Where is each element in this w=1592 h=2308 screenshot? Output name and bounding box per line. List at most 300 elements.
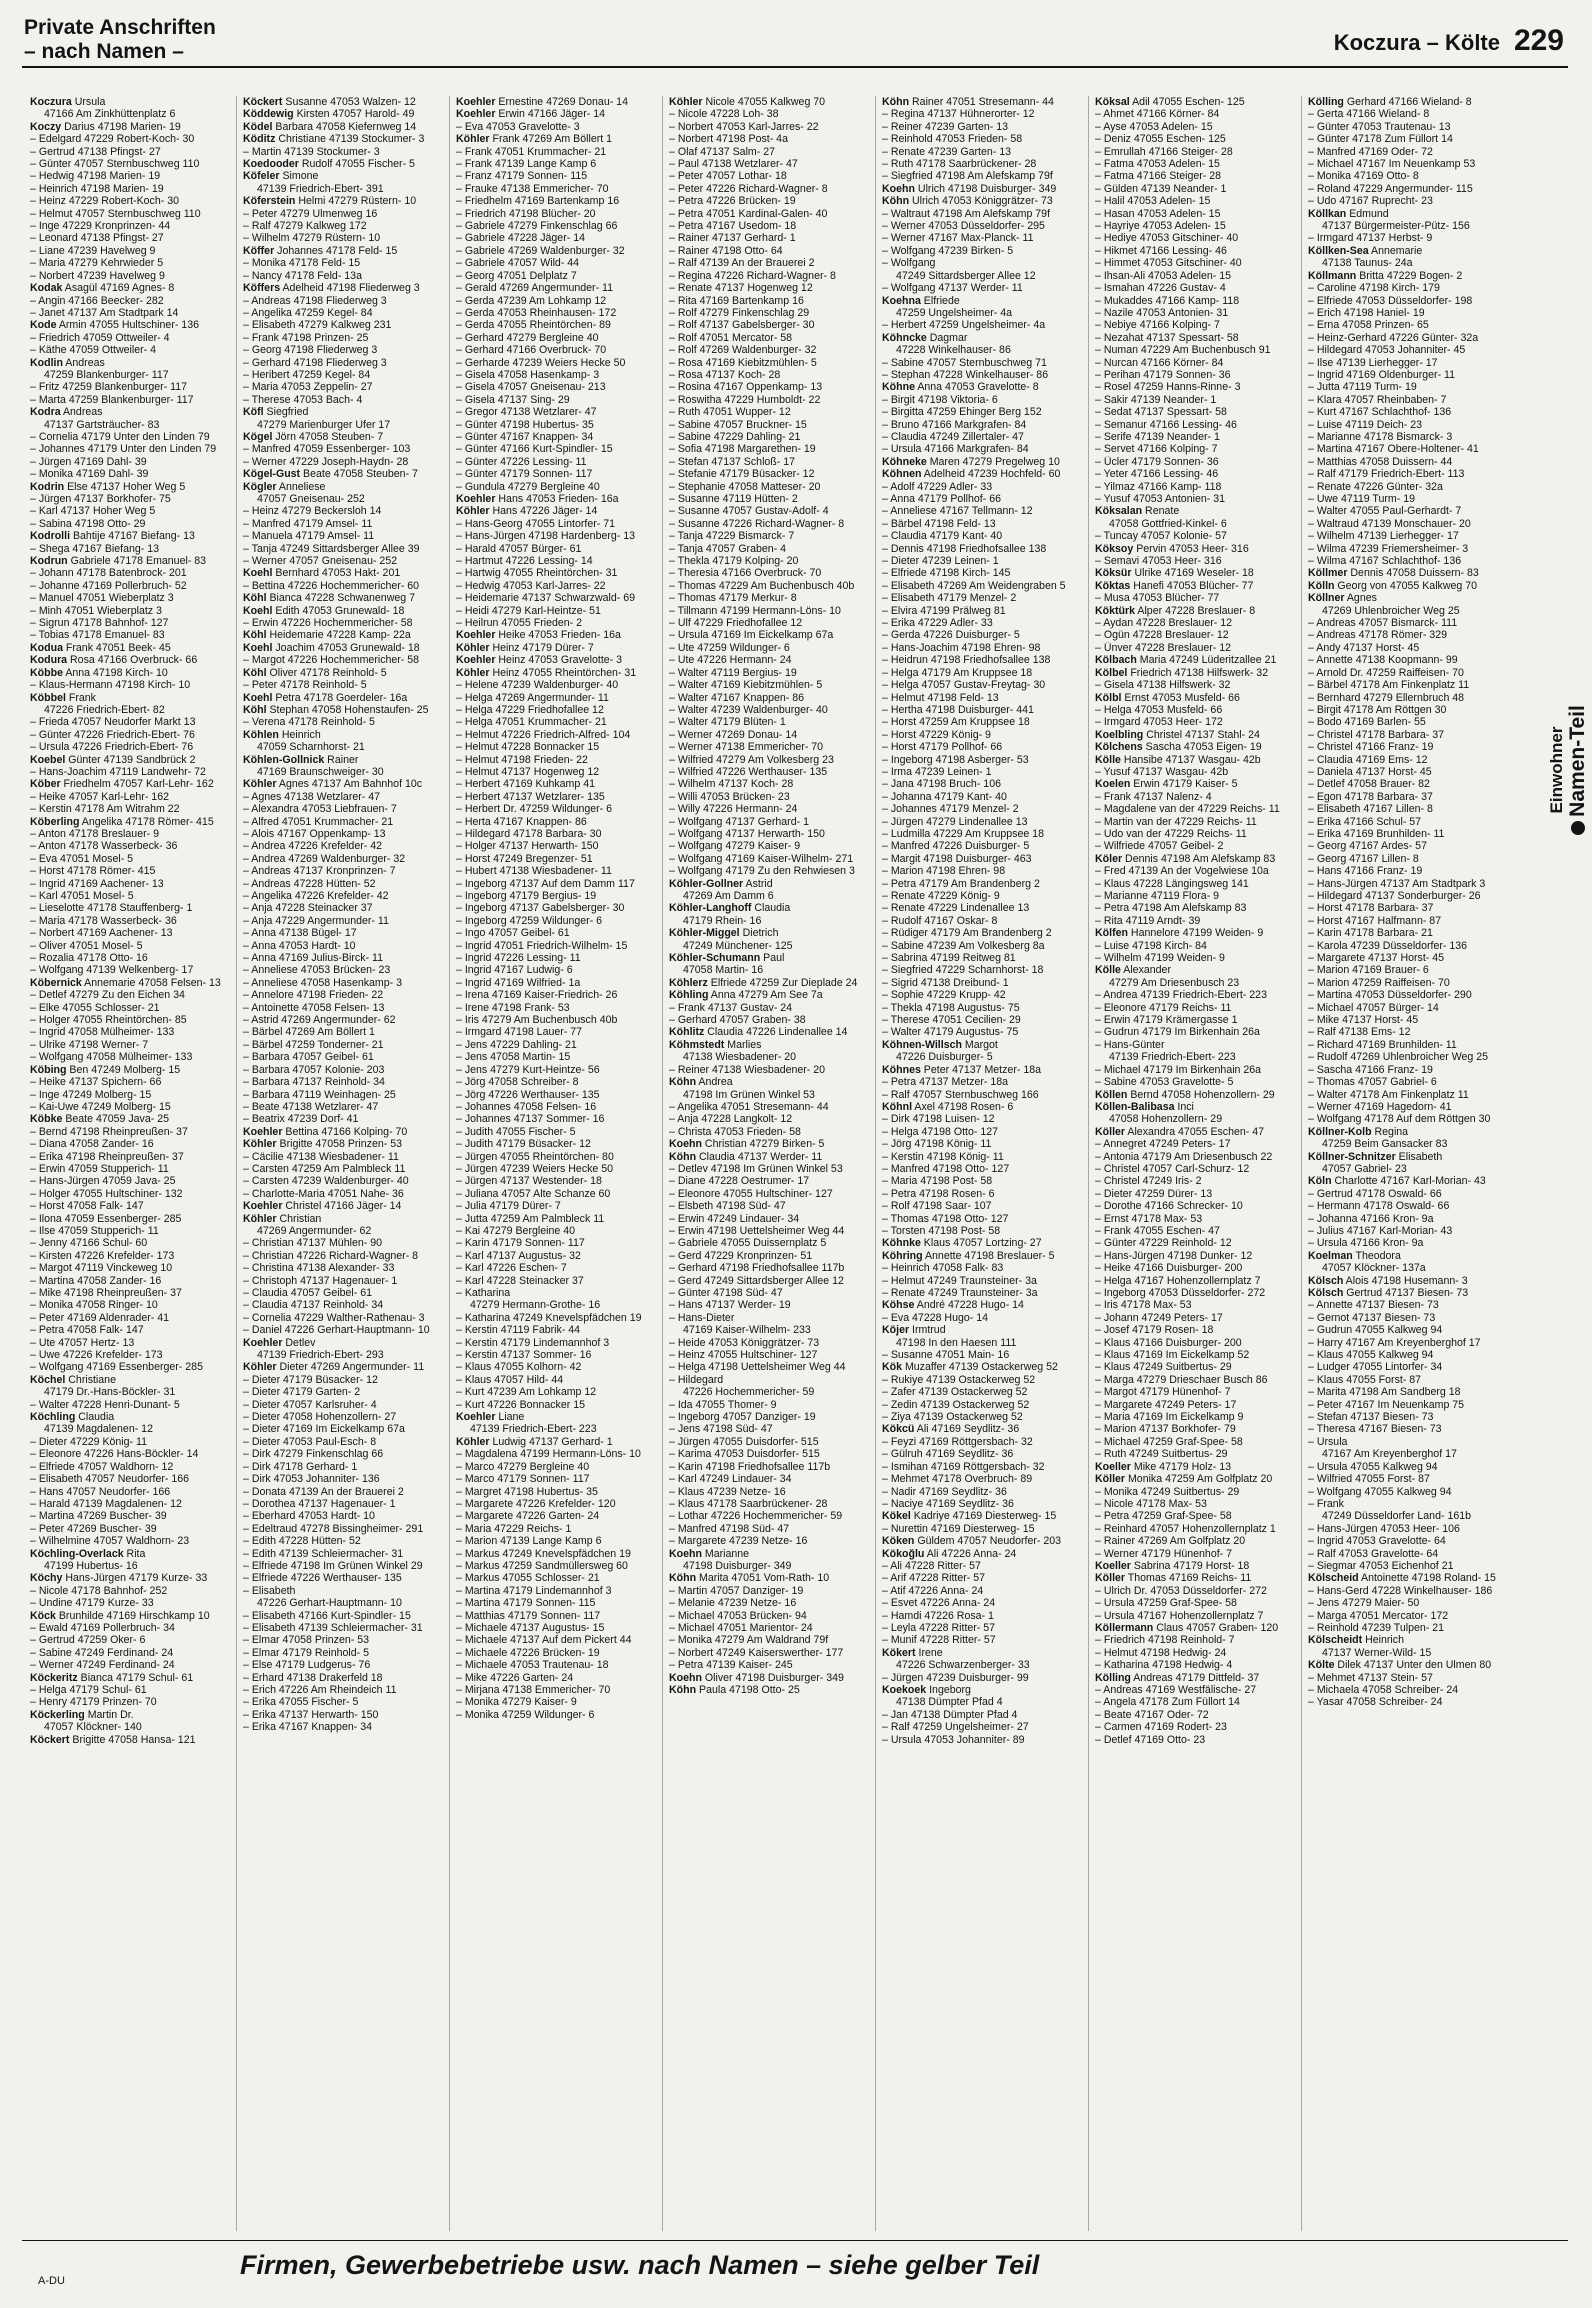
entry-text: Britta 47229 Bogen- 2 — [1356, 269, 1463, 282]
directory-entry — [1308, 481, 1508, 493]
entry-text: – Hildegard 47053 Johanniter- 45 — [1308, 344, 1466, 357]
entry-text: – Rainer 47137 Gerhard- 1 — [669, 232, 796, 245]
directory-entry — [1095, 1659, 1295, 1671]
entry-text: – Andrea 47139 Friedrich-Ebert- 223 — [1095, 989, 1267, 1002]
directory-entry — [1095, 940, 1295, 952]
directory-entry — [882, 1275, 1082, 1287]
directory-entry — [669, 1361, 869, 1373]
directory-entry — [243, 890, 443, 902]
entry-text: – Christina 47138 Alexander- 33 — [243, 1262, 395, 1275]
entry-text: – Andreas 47228 Hütten- 52 — [243, 877, 376, 890]
entry-text: – Norbert 47169 Aachener- 13 — [30, 927, 173, 940]
entry-text: Claus 47057 Graben- 120 — [1153, 1621, 1279, 1634]
entry-text: – Horst 47178 Barbara- 37 — [1308, 902, 1434, 915]
directory-entry — [1308, 419, 1508, 431]
directory-entry — [1308, 1523, 1508, 1535]
directory-entry — [669, 96, 869, 108]
entry-text: – Hans-Joachim 47198 Ehren- 98 — [882, 641, 1041, 654]
entry-text: Thomas 47169 Reichs- 11 — [1125, 1572, 1252, 1585]
entry-text: – Thomas 47198 Otto- 127 — [882, 1212, 1009, 1225]
directory-entry — [30, 989, 230, 1001]
directory-entry — [456, 1213, 656, 1225]
entry-text: – Johannes 47137 Sommer- 16 — [456, 1113, 605, 1126]
entry-text: – Petra 47226 Brücken- 19 — [669, 195, 796, 208]
directory-entry — [882, 828, 1082, 840]
directory-entry — [1095, 108, 1295, 120]
entry-text: – Petra 47051 Kardinal-Galen- 40 — [669, 207, 828, 220]
entry-text: – Rozalia 47178 Otto- 16 — [30, 952, 148, 965]
entry-surname: Kök — [882, 1361, 903, 1374]
entry-text: Heinz 47055 Rheintörchen- 31 — [489, 666, 637, 679]
directory-entry — [669, 766, 869, 778]
directory-entry — [669, 431, 869, 443]
directory-entry — [243, 1337, 443, 1349]
entry-text: – Josef 47179 Rosen- 18 — [1095, 1324, 1214, 1337]
directory-entry — [669, 791, 869, 803]
directory-entry — [456, 481, 656, 493]
directory-entry — [456, 952, 656, 964]
entry-text: 47226 Gerhart-Hauptmann- 10 — [257, 1597, 402, 1610]
entry-text: – Gabriele 47279 Finkenschlag 66 — [456, 220, 618, 233]
directory-entry — [1308, 1039, 1508, 1051]
entry-text: – Werner 47057 Gneisenau- 252 — [243, 555, 398, 568]
directory-entry — [30, 295, 230, 307]
directory-entry — [1095, 1361, 1295, 1373]
directory-entry — [1308, 1473, 1508, 1485]
entry-text: – Helmut 47228 Bonnacker 15 — [456, 741, 600, 754]
entry-text: – Rosel 47259 Hanns-Rinne- 3 — [1095, 381, 1241, 394]
entry-text: – Irma 47239 Leinen- 1 — [882, 765, 992, 778]
section-side-tab — [1546, 620, 1590, 920]
directory-entry — [243, 1262, 443, 1274]
directory-entry — [1095, 270, 1295, 282]
directory-entry — [669, 1647, 869, 1659]
directory-entry — [882, 840, 1082, 852]
entry-text: – Werner 47249 Ferdinand- 24 — [30, 1659, 175, 1672]
directory-entry — [30, 1684, 230, 1696]
directory-entry — [882, 1213, 1082, 1225]
directory-entry — [30, 1151, 230, 1163]
directory-entry — [882, 1647, 1082, 1659]
entry-surname: Kölle — [1095, 753, 1121, 766]
entry-text: Darius 47198 Marien- 19 — [61, 120, 181, 133]
directory-entry — [882, 791, 1082, 803]
directory-entry — [243, 1610, 443, 1622]
entry-surname: Költe — [1308, 1659, 1335, 1672]
directory-entry — [456, 1250, 656, 1262]
directory-entry — [1308, 853, 1508, 865]
entry-text: Monika 47259 Am Golfplatz 20 — [1125, 1473, 1273, 1486]
directory-entry — [30, 567, 230, 579]
entry-text: – Renate 47249 Traunsteiner- 3a — [882, 1287, 1038, 1299]
directory-entry — [1095, 1113, 1295, 1125]
directory-entry — [1095, 1473, 1295, 1485]
entry-text: – Kerstin 47119 Fabrik- 44 — [456, 1324, 581, 1337]
entry-text: – Thekla 47179 Kolping- 20 — [669, 555, 799, 568]
directory-entry — [456, 282, 656, 294]
entry-text: – Monika 47279 Am Waldrand 79f — [669, 1634, 829, 1647]
entry-text: – Anna 47169 Julius-Birck- 11 — [243, 952, 383, 965]
entry-text: 47269 Am Damm 6 — [683, 890, 774, 902]
entry-text: – Minh 47051 Wieberplatz 3 — [30, 604, 162, 617]
directory-entry — [882, 220, 1082, 232]
entry-text: – Margarete 47239 Netze- 16 — [669, 1535, 808, 1548]
directory-entry — [243, 1039, 443, 1051]
entry-text: – Munif 47228 Ritter- 57 — [882, 1634, 996, 1647]
entry-text: – Helmut 47198 Hedwig- 24 — [1095, 1646, 1227, 1659]
directory-entry — [243, 1026, 443, 1038]
directory-entry — [456, 1548, 656, 1560]
directory-entry — [243, 865, 443, 877]
entry-text: – Elke 47055 Schlosser- 21 — [30, 1001, 160, 1014]
directory-entry — [882, 1349, 1082, 1361]
entry-text: – Anna 47179 Pollhof- 66 — [882, 493, 1001, 505]
directory-entry — [669, 1386, 869, 1398]
entry-text: – Georg 47167 Ardes- 57 — [1308, 840, 1427, 853]
directory-entry — [243, 431, 443, 443]
entry-text: – Wolfgang 47137 Gerhard- 1 — [669, 815, 809, 828]
directory-entry — [456, 543, 656, 555]
entry-text: – Hubert 47138 Wiesbadener- 11 — [456, 865, 612, 878]
directory-entry — [1095, 1250, 1295, 1262]
entry-text: – Heilrun 47055 Frieden- 2 — [456, 617, 583, 630]
directory-entry — [456, 878, 656, 890]
entry-text: Bernhard 47053 Hakt- 201 — [272, 567, 401, 580]
entry-text: – Karl 47051 Mosel- 5 — [30, 890, 134, 902]
directory-entry — [1095, 816, 1295, 828]
directory-entry — [882, 1237, 1082, 1249]
directory-entry — [243, 1560, 443, 1572]
entry-text: – Ingeborg 47053 Düsseldorfer- 272 — [1095, 1287, 1266, 1299]
directory-entry — [882, 605, 1082, 617]
entry-text: 47259 Ungelsheimer- 4a — [896, 306, 1013, 319]
directory-entry — [1095, 1064, 1295, 1076]
entry-text: Inci — [1174, 1100, 1194, 1113]
entry-text: Adelheid 47239 Hochfeld- 60 — [921, 468, 1061, 481]
directory-entry — [456, 1672, 656, 1684]
directory-entry — [1308, 1089, 1508, 1101]
directory-entry — [1095, 642, 1295, 654]
entry-text: – Michaele 47137 Augustus- 15 — [456, 1621, 605, 1634]
entry-text: Hans-Jürgen 47179 Kurze- 33 — [62, 1572, 208, 1585]
entry-text: – Udo van der 47229 Reichs- 11 — [1095, 827, 1247, 840]
entry-text: – Nurettin 47169 Diesterweg- 15 — [882, 1522, 1035, 1535]
entry-surname: Köhler — [456, 641, 490, 654]
entry-text: – Maria 47178 Wasserbeck- 36 — [30, 914, 177, 927]
entry-surname: Köhler — [243, 1138, 277, 1151]
entry-text: – Günter 47198 Hubertus- 35 — [456, 418, 594, 431]
entry-text: – Frank 47137 Nalenz- 4 — [1095, 790, 1212, 803]
entry-text: – Feyzi 47169 Röttgersbach- 32 — [882, 1435, 1033, 1448]
directory-entry — [456, 1585, 656, 1597]
directory-entry — [30, 766, 230, 778]
directory-entry — [30, 344, 230, 356]
directory-entry — [30, 1262, 230, 1274]
directory-entry — [882, 642, 1082, 654]
entry-surname: Köbing — [30, 1063, 67, 1076]
entry-text: – Dieter 47058 Hohenzollern- 27 — [243, 1411, 397, 1424]
entry-text: – Arnold Dr. 47259 Raiffeisen- 70 — [1308, 666, 1464, 679]
entry-text: – Bärbel 47198 Feld- 13 — [882, 517, 996, 530]
directory-entry — [1308, 1585, 1508, 1597]
entry-text: – Heide 47053 Königgrätzer- 73 — [669, 1336, 820, 1349]
entry-text: – Wolfgang 47178 Auf dem Röttgen 30 — [1308, 1113, 1491, 1126]
entry-text: – Horst 47259 Am Kruppsee 18 — [882, 716, 1030, 729]
entry-surname: Köken — [882, 1535, 915, 1548]
directory-entry — [669, 927, 869, 939]
entry-text: – Hans-Gerd 47228 Winkelhauser- 186 — [1308, 1584, 1493, 1597]
directory-entry — [243, 940, 443, 952]
directory-entry — [669, 146, 869, 158]
directory-entry — [882, 964, 1082, 976]
directory-entry — [882, 1672, 1082, 1684]
entry-text: – Arif 47228 Ritter- 57 — [882, 1572, 986, 1585]
entry-text: – Egon 47178 Barbara- 37 — [1308, 790, 1433, 803]
entry-text: – Detlef 47169 Otto- 23 — [1095, 1733, 1206, 1746]
entry-text: – Martina 47179 Lindemannhof 3 — [456, 1584, 612, 1597]
entry-surname: Köhlen — [243, 728, 279, 741]
directory-entry — [669, 1101, 869, 1113]
directory-entry — [30, 369, 230, 381]
entry-text: – Mirjana 47138 Emmericher- 70 — [456, 1684, 611, 1696]
entry-text: – Ulf 47229 Friedhofallee 12 — [669, 617, 803, 630]
entry-text: 47139 Friedrich-Ebert- 391 — [257, 182, 384, 195]
directory-entry — [456, 493, 656, 505]
directory-entry — [30, 1672, 230, 1684]
directory-entry — [882, 704, 1082, 716]
directory-entry — [243, 555, 443, 567]
entry-text: – Helga 47057 Gustav-Freytag- 30 — [882, 679, 1046, 692]
entry-text: Christian — [276, 1212, 322, 1225]
entry-text: – Anton 47178 Wasserbeck- 36 — [30, 840, 178, 853]
entry-text: – Oliver 47051 Mosel- 5 — [30, 939, 143, 952]
entry-text: – Claudia 47137 Reinhold- 34 — [243, 1299, 384, 1312]
directory-entry — [882, 1324, 1082, 1336]
entry-text: – Karl 47228 Steinacker 37 — [456, 1274, 584, 1287]
entry-text: – Harry 47167 Am Kreyenberghof 17 — [1308, 1336, 1481, 1349]
directory-entry — [1095, 1200, 1295, 1212]
entry-text: – Monika 47249 Suitbertus- 29 — [1095, 1485, 1240, 1498]
directory-entry — [456, 853, 656, 865]
directory-entry — [1308, 1101, 1508, 1113]
entry-text: – Horst 47249 Bregenzer- 51 — [456, 852, 593, 865]
entry-text: – Hans-Dieter — [669, 1311, 735, 1324]
directory-entry — [669, 1188, 869, 1200]
entry-text: Ulrich 47053 Königgrätzer- 73 — [909, 195, 1053, 208]
directory-entry — [882, 108, 1082, 120]
entry-surname: Köktas — [1095, 579, 1131, 592]
entry-text: Kirsten 47057 Harold- 49 — [293, 108, 415, 121]
entry-text: – Horst 47229 König- 9 — [882, 728, 991, 741]
entry-text: – Sedat 47137 Spessart- 58 — [1095, 406, 1227, 419]
entry-text: – Ralf 47138 Ems- 12 — [1308, 1026, 1411, 1039]
directory-entry — [1308, 654, 1508, 666]
entry-text: Annemarie — [1368, 244, 1423, 257]
directory-entry — [1308, 1498, 1508, 1510]
directory-entry — [30, 840, 230, 852]
directory-entry — [669, 1349, 869, 1361]
entry-text: – Olaf 47137 Salm- 27 — [669, 145, 775, 158]
entry-text: – Theresia 47166 Overbruck- 70 — [669, 567, 822, 580]
directory-entry — [243, 282, 443, 294]
directory-entry — [30, 282, 230, 294]
entry-text: 47058 Gottfried-Kinkel- 6 — [1109, 517, 1227, 530]
directory-entry — [456, 121, 656, 133]
directory-entry — [882, 865, 1082, 877]
entry-text: Dennis 47058 Duissern- 83 — [1347, 567, 1479, 580]
directory-entry — [456, 1647, 656, 1659]
entry-text: – Michael 47057 Bürger- 14 — [1308, 1001, 1439, 1014]
entry-text: – Jürgen 47239 Weiers Hecke 50 — [456, 1162, 614, 1175]
directory-entry — [243, 828, 443, 840]
entry-text: Rosa 47166 Overbruck- 66 — [67, 654, 198, 667]
directory-entry — [243, 1374, 443, 1386]
entry-surname: Köchy — [30, 1572, 63, 1585]
entry-text: Petra 47178 Goerdeler- 16a — [272, 691, 408, 704]
directory-entry — [669, 1672, 869, 1684]
entry-text: – Eva 47051 Mosel- 5 — [30, 852, 134, 865]
entry-text: – Gudrun 47179 Im Birkenhain 26a — [1095, 1026, 1260, 1039]
directory-entry — [30, 828, 230, 840]
directory-entry — [882, 878, 1082, 890]
directory-entry — [1308, 1337, 1508, 1349]
entry-text: – Ilona 47059 Essenberger- 285 — [30, 1212, 182, 1225]
entry-text: – Markus 47055 Schlosser- 21 — [456, 1572, 600, 1585]
directory-entry — [243, 1051, 443, 1063]
entry-text: – Elfriede 47053 Düsseldorfer- 198 — [1308, 294, 1473, 307]
entry-text: – Elmar 47058 Prinzen- 53 — [243, 1634, 370, 1647]
entry-text: Annette 47198 Breslauer- 5 — [922, 1249, 1055, 1262]
entry-text: – Detlev 47198 Im Grünen Winkel 53 — [669, 1162, 843, 1175]
entry-text: 47259 Blankenburger- 117 — [44, 368, 169, 381]
directory-entry — [1308, 865, 1508, 877]
entry-text: – Hildegard — [669, 1373, 724, 1386]
entry-text: – Gülden 47139 Neander- 1 — [1095, 182, 1227, 195]
entry-text: – Wolfgang 47137 Herwarth- 150 — [669, 827, 825, 840]
directory-entry — [1308, 778, 1508, 790]
entry-text: – Johannes 47179 Unter den Linden 79 — [30, 443, 217, 456]
directory-entry — [882, 1002, 1082, 1014]
entry-text: – Ali 47228 Ritter- 57 — [882, 1559, 981, 1572]
entry-text: – Kerstin 47178 Am Witrahm 22 — [30, 803, 180, 816]
directory-entry — [243, 1709, 443, 1721]
entry-surname: Köchling — [30, 1411, 76, 1424]
entry-text: Joachim 47053 Grunewald- 18 — [272, 641, 420, 654]
entry-text: Frank 47051 Beek- 45 — [62, 641, 171, 654]
directory-entry — [243, 1151, 443, 1163]
directory-entry — [669, 332, 869, 344]
directory-entry — [456, 158, 656, 170]
entry-text: – Margot 47179 Hünenhof- 7 — [1095, 1386, 1231, 1399]
entry-text: – Nancy 47178 Feld- 13a — [243, 269, 362, 282]
entry-text: Edmund — [1346, 207, 1389, 220]
entry-text: – Cäcilie 47138 Wiesbadener- 11 — [243, 1150, 399, 1163]
directory-entry — [669, 443, 869, 455]
entry-surname: Kölfen — [1095, 927, 1128, 940]
directory-entry — [1308, 344, 1508, 356]
directory-entry — [456, 890, 656, 902]
entry-text: – Ingeborg 47057 Danziger- 19 — [669, 1411, 816, 1424]
entry-text: – Hans 47057 Neudorfer- 166 — [30, 1485, 171, 1498]
directory-entry — [30, 1275, 230, 1287]
entry-text: – Ute 47259 Wildunger- 6 — [669, 641, 790, 654]
entry-text: Renate — [1142, 505, 1180, 518]
directory-entry — [1308, 1684, 1508, 1696]
directory-entry — [669, 692, 869, 704]
entry-text: – Reinhard 47057 Hohenzollernplatz 1 — [1095, 1522, 1276, 1535]
entry-text: – Elfriede 47226 Werthauser- 135 — [243, 1572, 402, 1585]
directory-entry — [882, 431, 1082, 443]
directory-entry — [243, 1361, 443, 1373]
directory-entry — [456, 791, 656, 803]
entry-text: – Walter 47119 Bergius- 19 — [669, 666, 797, 679]
entry-text: Nicole 47055 Kalkweg 70 — [702, 96, 826, 108]
entry-text: – Helga 47053 Musfeld- 66 — [1095, 703, 1223, 716]
directory-entry — [1308, 952, 1508, 964]
directory-entry — [1308, 1237, 1508, 1249]
entry-text: – Gülruh 47169 Seydlitz- 36 — [882, 1448, 1014, 1461]
directory-entry — [456, 1188, 656, 1200]
entry-text: – Margot 47119 Vinckeweg 10 — [30, 1262, 173, 1275]
directory-entry — [669, 183, 869, 195]
entry-surname: Köhn — [669, 1076, 697, 1089]
directory-entry — [243, 1672, 443, 1684]
entry-text: Bernd 47058 Hohenzollern- 29 — [1127, 1088, 1275, 1101]
entry-text: – Elisabeth — [243, 1584, 296, 1597]
directory-entry — [882, 754, 1082, 766]
directory-entry — [456, 1560, 656, 1572]
entry-text: – Thomas 47057 Gabriel- 6 — [1308, 1076, 1437, 1089]
entry-surname: Köbbel — [30, 691, 66, 704]
directory-entry — [243, 456, 443, 468]
directory-entry — [456, 704, 656, 716]
entry-text: – Peter 47057 Lothar- 18 — [669, 170, 787, 183]
entry-text: – Norbert 47053 Karl-Jarres- 22 — [669, 120, 819, 133]
directory-entry — [1308, 1200, 1508, 1212]
entry-text: Irene — [915, 1646, 943, 1659]
entry-text: – Barbara 47057 Geibel- 61 — [243, 1051, 374, 1064]
directory-entry — [243, 1461, 443, 1473]
directory-entry — [243, 1126, 443, 1138]
entry-text: – Elisabeth 47166 Kurt-Spindler- 15 — [243, 1609, 411, 1622]
directory-entry — [243, 1572, 443, 1584]
entry-text: – Heinz 47055 Hultschiner- 127 — [669, 1349, 818, 1362]
entry-text: – Katharina 47249 Knevelspfädchen 19 — [456, 1311, 642, 1324]
entry-text: – Peter 47269 Buscher- 39 — [30, 1522, 157, 1535]
entry-text: – Tuncay 47057 Kolonie- 57 — [1095, 530, 1227, 543]
entry-text: – Dirk 47279 Finkenschlag 66 — [243, 1448, 384, 1461]
directory-entry — [669, 1572, 869, 1584]
entry-text: – Wilhelmine 47057 Waldhorn- 23 — [30, 1535, 190, 1548]
entry-text: – Anna 47138 Bügel- 17 — [243, 927, 357, 940]
directory-entry — [30, 481, 230, 493]
directory-entry — [456, 431, 656, 443]
directory-entry — [669, 853, 869, 865]
entry-text: – Anja 47228 Langkolt- 12 — [669, 1113, 793, 1126]
entry-text: Axel 47198 Rosen- 6 — [912, 1100, 1014, 1113]
directory-entry — [1095, 1237, 1295, 1249]
directory-entry — [456, 605, 656, 617]
directory-entry — [456, 96, 656, 108]
directory-entry — [669, 1461, 869, 1473]
entry-text: – Reinhold 47239 Tulpen- 21 — [1308, 1621, 1445, 1634]
entry-text: Alexander — [1120, 964, 1171, 977]
directory-entry — [30, 96, 230, 108]
directory-entry — [243, 1597, 443, 1609]
directory-entry — [243, 319, 443, 331]
directory-entry — [669, 1213, 869, 1225]
directory-entry — [243, 357, 443, 369]
